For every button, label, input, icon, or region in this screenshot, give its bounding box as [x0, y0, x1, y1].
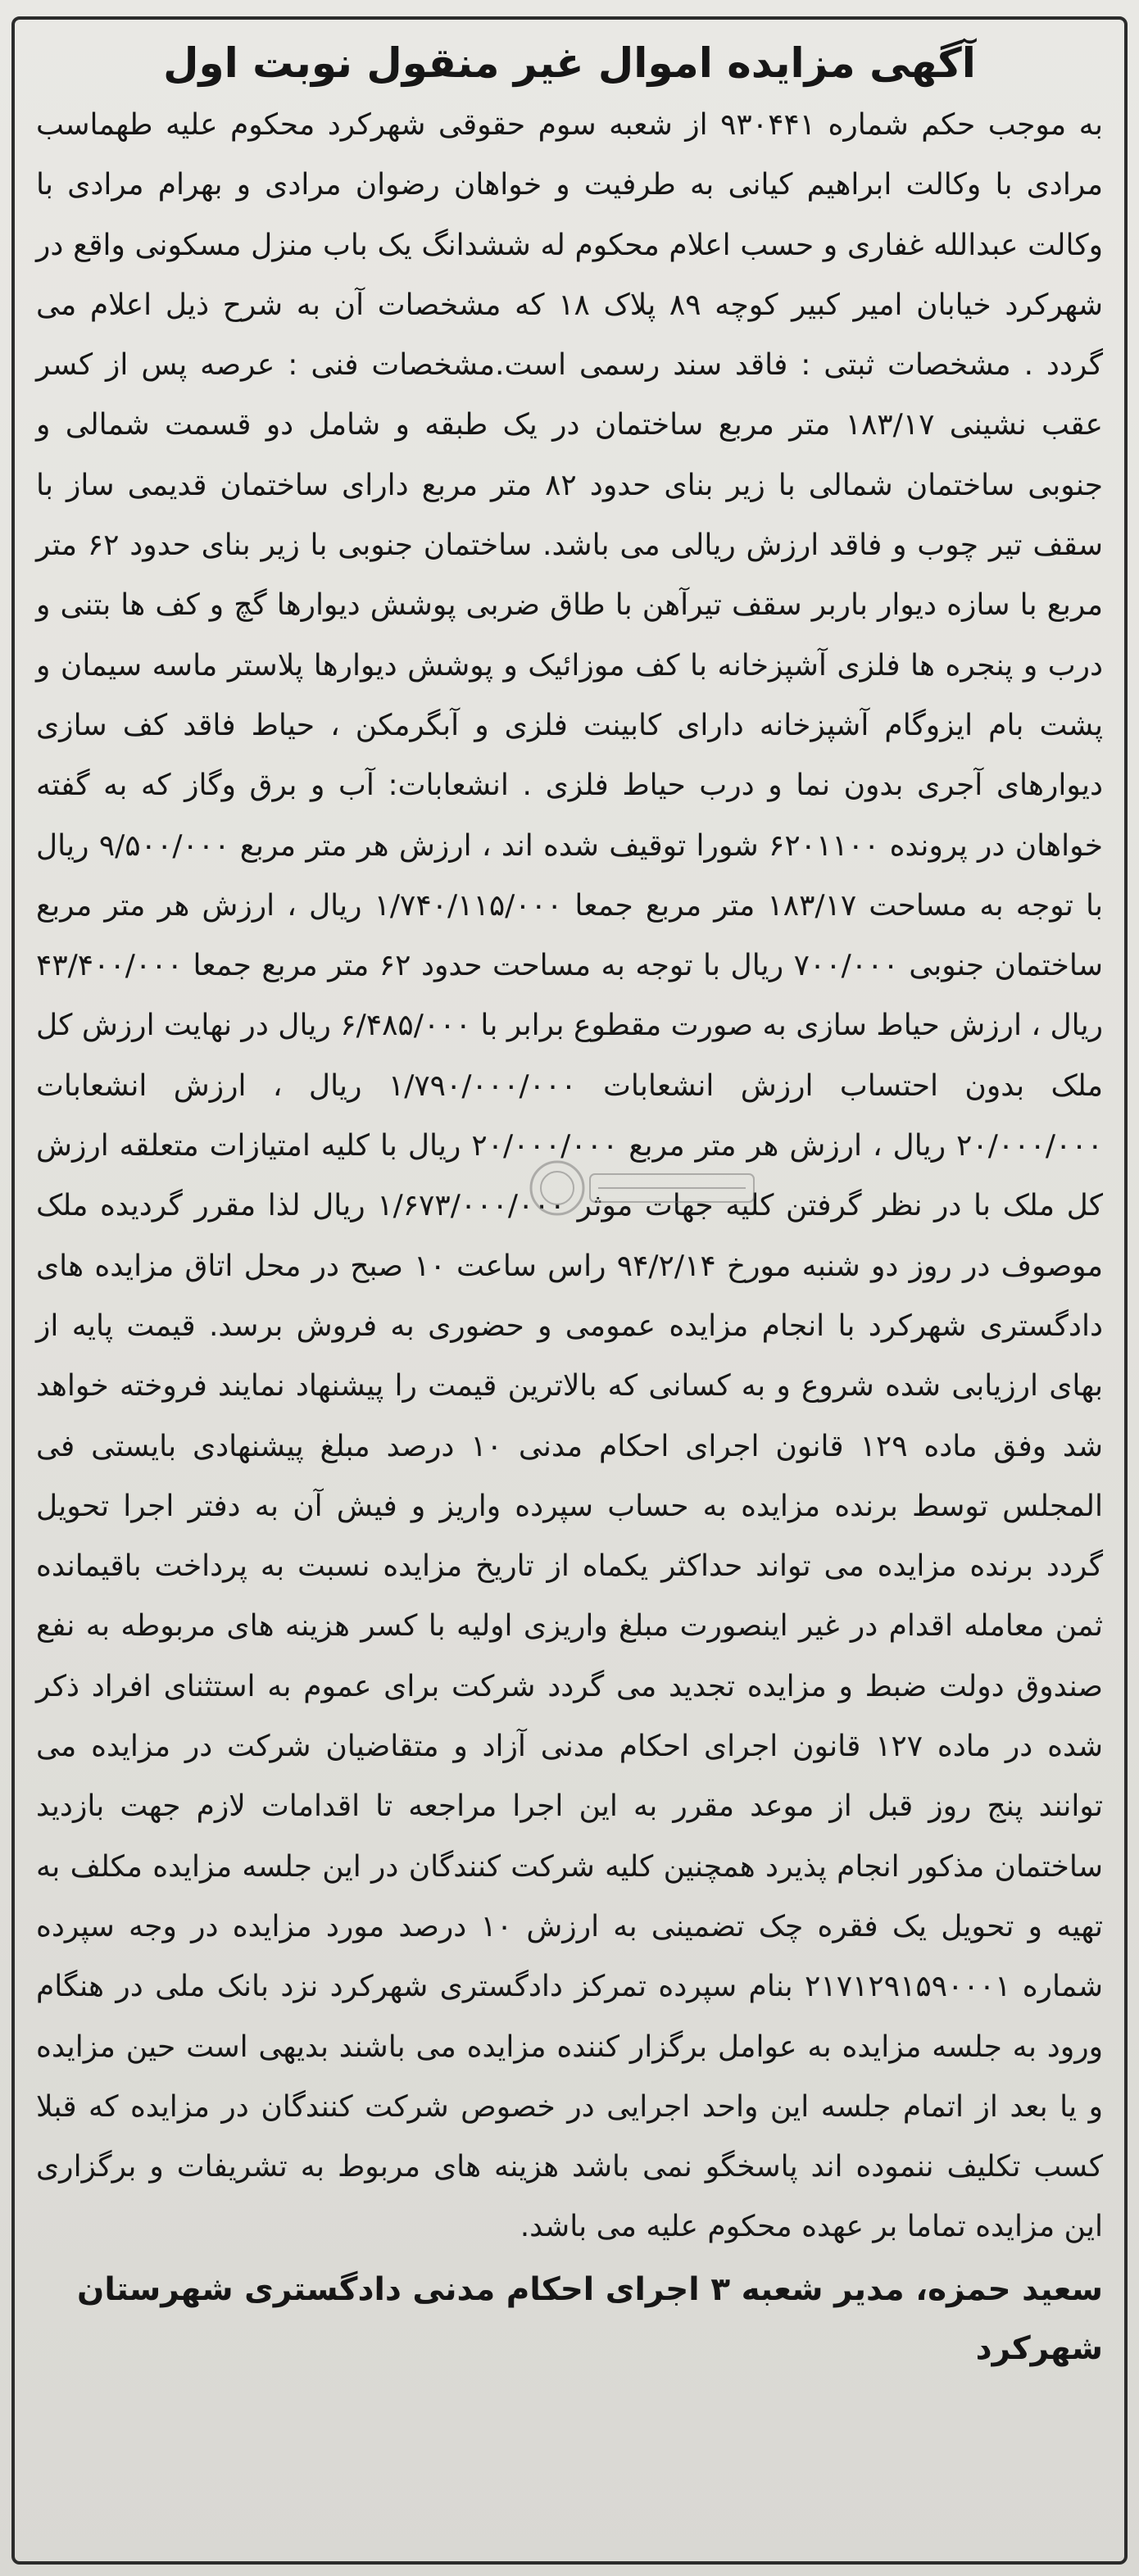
notice-signature: سعید حمزه، مدیر شعبه ۳ اجرای احکام مدنی دادگستری شهرستان شهرکرد [77, 2270, 1103, 2367]
notice-title: آگهی مزایده اموال غیر منقول نوبت اول [163, 39, 976, 87]
watermark-stamp-logo [524, 1151, 770, 1225]
notice-body: به موجب حکم شماره ۹۳۰۴۴۱ از شعبه سوم حقوقی شهرکرد محکوم علیه طهماسب مرادی با وکالت ابراهیم کیانی به طرفیت و خواهان رضوان مرادی و بهرام مرادی با وکالت عبدالله غفاری و حسب اعلام محکوم له ششدانگ یک باب منزل مسکونی واقع در شهرکرد خیابان امیر کبیر کوچه ۸۹ پلاک ۱۸ که مشخصات آن به شرح ذیل اعلام می گردد . مشخصات ثبتی : فاقد سند رسمی است.مشخصات فنی : عرصه پس از کسر عقب نشینی ۱۸۳/۱۷ متر مربع ساختمان در یک طبقه و شامل دو قسمت شمالی و جنوبی ساختمان شمالی با زیر بنای حدود ۸۲ متر مربع دارای ساختمان قدیمی ساز با سقف تیر چوب و فاقد ارزش ریالی می باشد. ساختمان جنوبی با زیر بنای حدود ۶۲ متر مربع با سازه دیوار باربر سقف تیرآهن با طاق ضربی پوشش دیوارها گچ و کف ها بتنی و درب و پنجره ها فلزی آشپزخانه با کف موزائیک و پوشش دیوارها پلاستر ماسه سیمان و پشت بام ایزوگام آشپزخانه دارای کابینت فلزی و آبگرمکن ، حیاط فاقد کف سازی دیوارهای آجری بدون نما و درب حیاط فلزی . انشعابات: آب و برق وگاز که به گفته خواهان در پرونده ۶۲۰۱۱۰۰ شورا توقیف شده اند ، ارزش هر متر مربع ۹/۵۰۰/۰۰۰ ریال با توجه به مساحت ۱۸۳/۱۷ متر مربع جمعا ۱/۷۴۰/۱۱۵/۰۰۰ ریال ، ارزش هر متر مربع ساختمان جنوبی ۷۰۰/۰۰۰ ریال با توجه به مساحت حدود ۶۲ متر مربع جمعا ۴۳/۴۰۰/۰۰۰ ریال ، ارزش حیاط سازی به صورت مقطوع برابر با ۶/۴۸۵/۰۰۰ ریال در نهایت ارزش کل ملک بدون احتساب ارزش انشعابات ۱/۷۹۰/۰۰۰/۰۰۰ ریال ، ارزش انشعابات ۲۰/۰۰۰/۰۰۰ ریال ، ارزش هر متر مربع ۲۰/۰۰۰/۰۰۰ ریال با کلیه امتیازات متعلقه ارزش کل ملک با در نظر گرفتن کلیه جهات موثر ۱/۶۷۳/۰۰۰/۰۰۰ ریال لذا مقرر گردیده ملک موصوف در روز دو شنبه مورخ ۹۴/۲/۱۴ راس ساعت ۱۰ صبح در محل اتاق مزایده های دادگستری شهرکرد با انجام مزایده عمومی و حضوری به فروش برسد. قیمت پایه از بهای ارزیابی شده شروع و به کسانی که بالاترین قیمت را پیشنهاد نمایند فروخته خواهد شد وفق ماده ۱۲۹ قانون اجرای احکام مدنی ۱۰ درصد مبلغ پیشنهادی بایستی فی المجلس توسط برنده مزایده به حساب سپرده واریز و فیش آن به دفتر اجرا تحویل گردد برنده مزایده می تواند حداکثر یکماه از تاریخ مزایده نسبت به پرداخت باقیمانده ثمن معامله اقدام در غیر اینصورت مبلغ واریزی اولیه با کسر هزینه های مربوطه به نفع صندوق دولت ضبط و مزایده تجدید می گردد شرکت برای عموم به استثنای افراد ذکر شده در ماده ۱۲۷ قانون اجرای احکام مدنی آزاد و متقاضیان شرکت در مزایده می توانند پنج روز قبل از موعد مقرر به این اجرا مراجعه تا اقدامات لازم جهت بازدید ساختمان مذکور انجام پذیرد همچنین کلیه شرکت کنندگان در این جلسه مزایده مکلف به تهیه و تحویل یک فقره چک تضمینی به ارزش ۱۰ درصد مورد مزایده در وجه سپرده شماره ۲۱۷۱۲۹۱۵۹۰۰۰۱ بنام سپرده تمرکز دادگستری شهرکرد نزد بانک ملی در هنگام ورود به جلسه مزایده به عوامل برگزار کننده مزایده می باشند بدیهی است حین مزایده و یا بعد از اتمام جلسه این واحد اجرایی در خصوص شرکت کنندگان در مزایده که قبلا کسب تکلیف ننموده اند پاسخگو نمی باشد هزینه های مربوط به تشریفات و برگزاری این مزایده تماما بر عهده محکوم علیه می باشد. [36, 108, 1104, 2244]
